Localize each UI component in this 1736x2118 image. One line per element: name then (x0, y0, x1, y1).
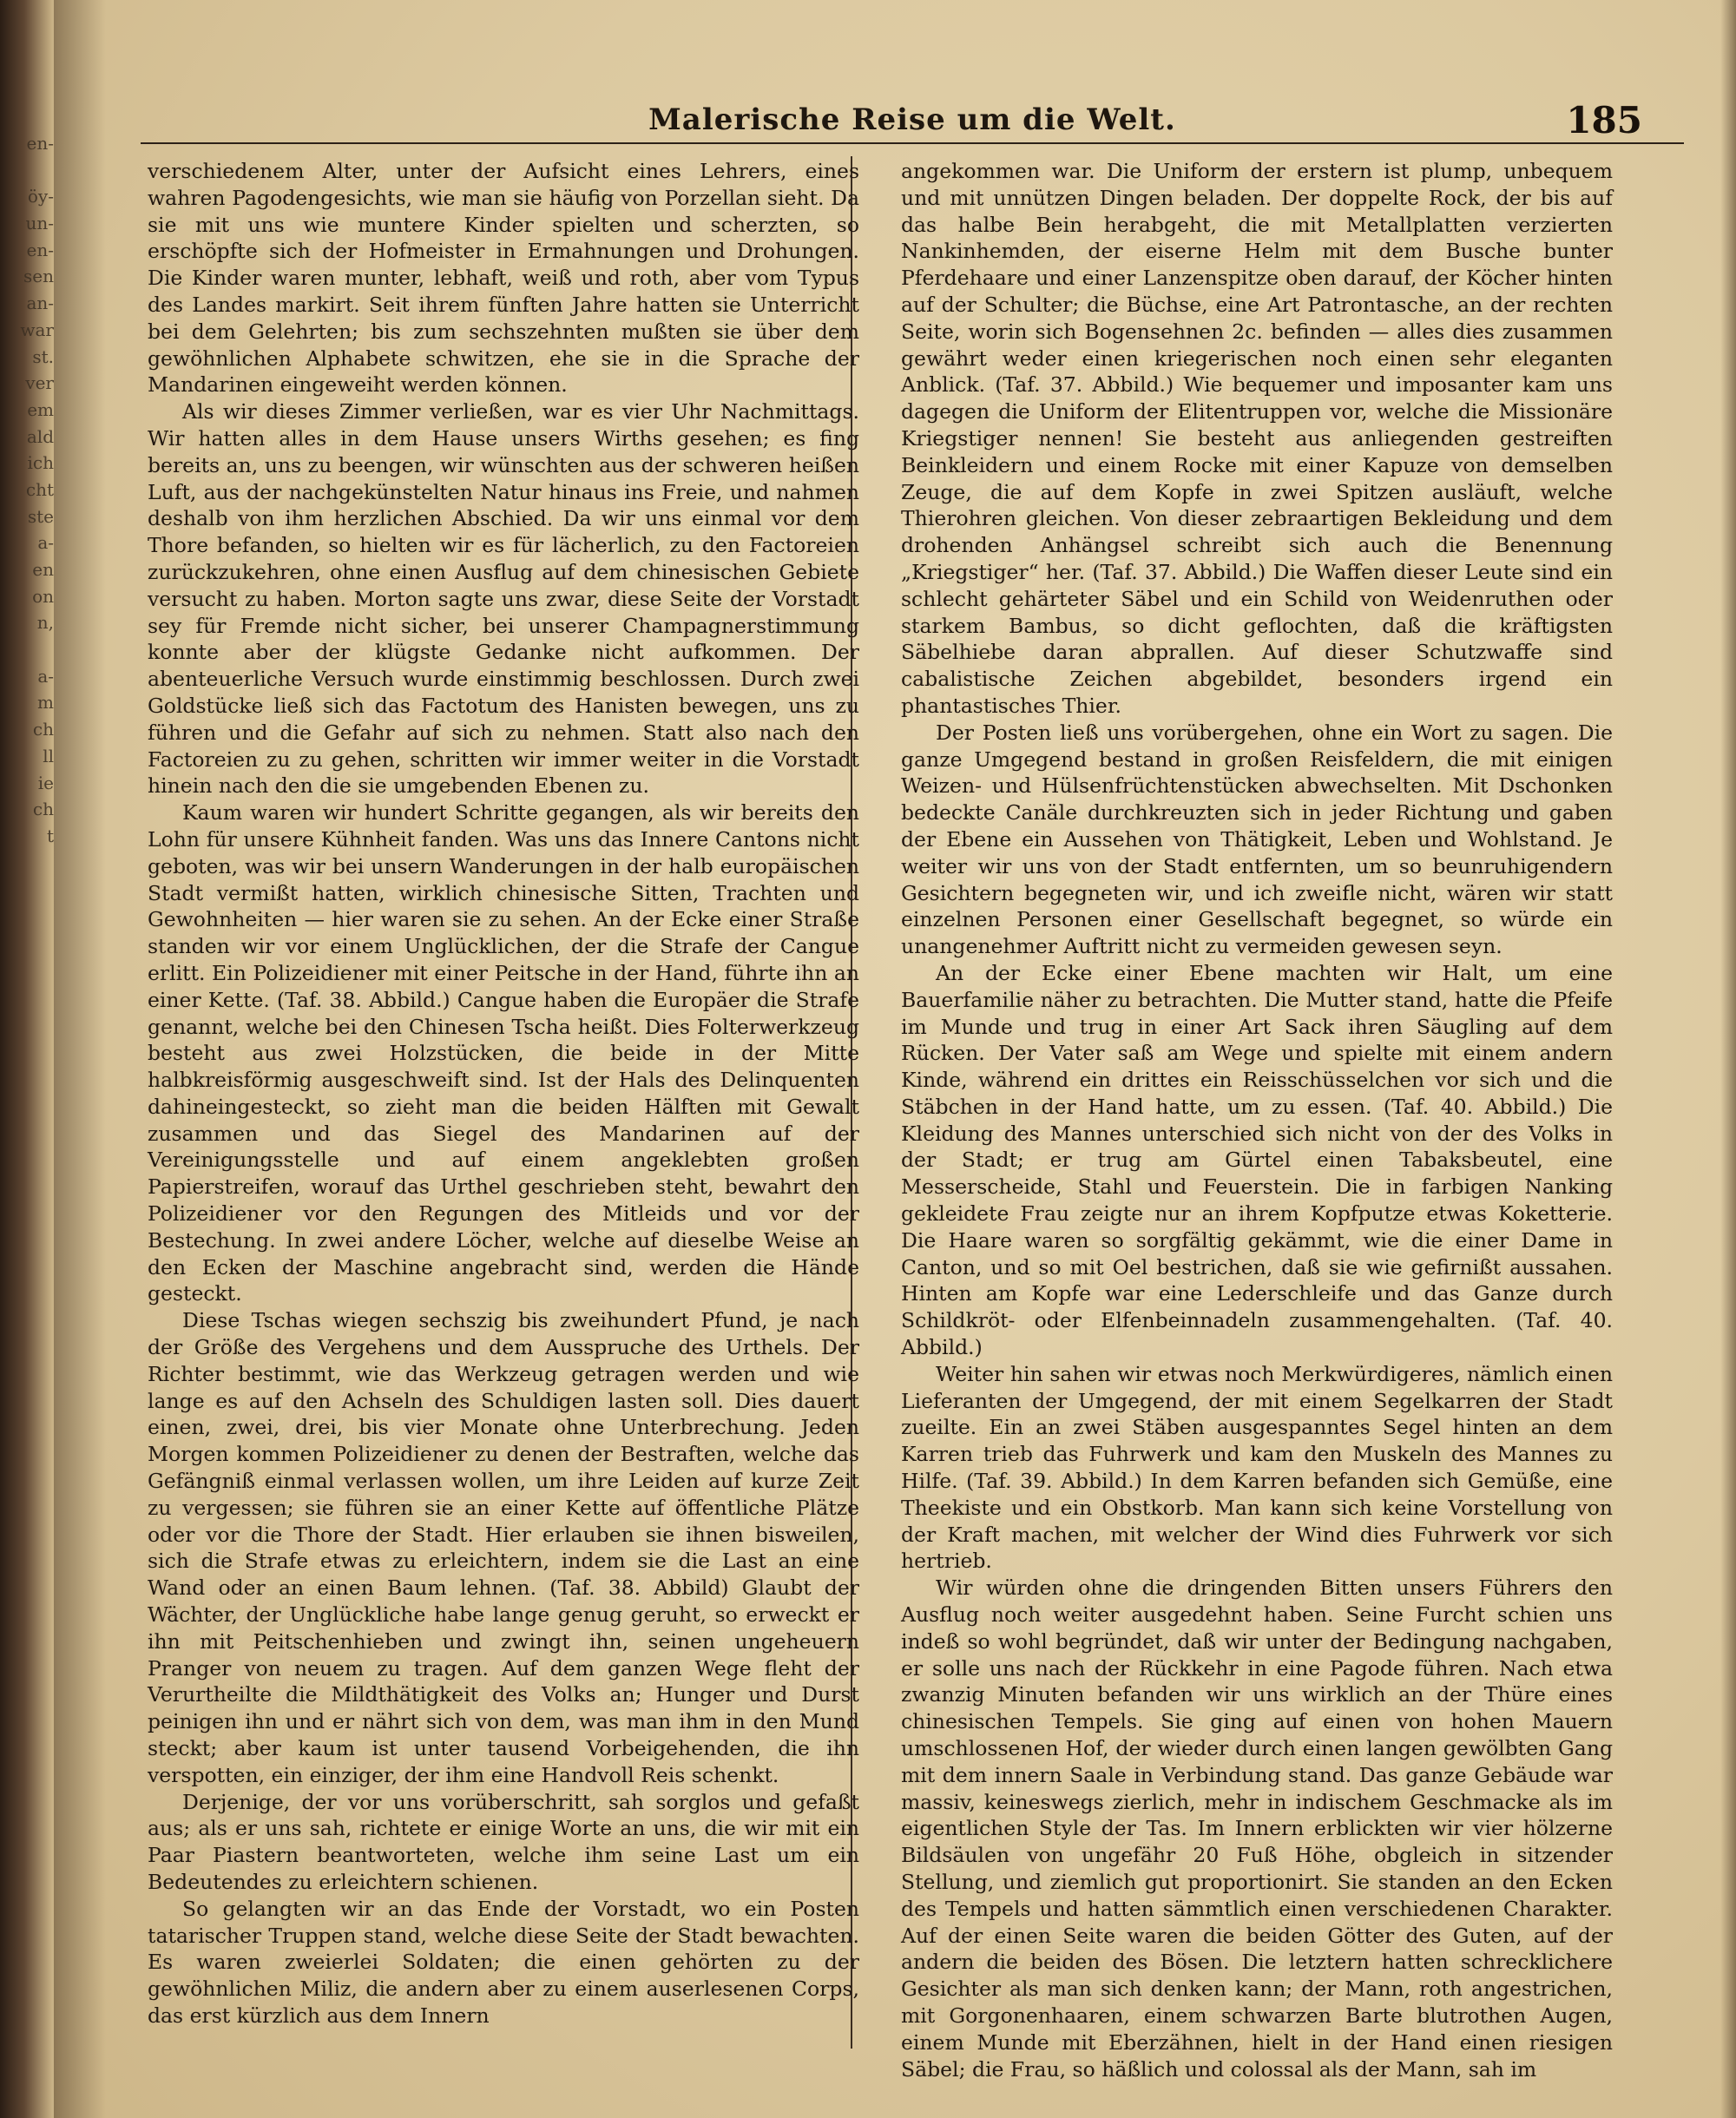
edge-fragment: a- (37, 665, 54, 687)
edge-fragment (0, 930, 54, 957)
book-page (54, 0, 1736, 2118)
edge-fragment: ch (32, 799, 54, 820)
edge-fragment: n, (36, 612, 54, 634)
edge-fragment: un- (25, 213, 54, 234)
page-edge-shadow (1720, 0, 1736, 2118)
paragraph: angekommen war. Die Uniform der erstern ist plump, unbequem und mit unnützen Dingen beladen. Der doppelte Rock, der bis auf das halbe Bein herabgeht, die mit Metallplatten verzierten Nankinhemden, der eiserne Helm mit dem Busche bunter Pferdehaare und einer Lanzenspitze oben darauf, der Köcher hinten auf der Schulter; die Büchse, eine Art Patrontasche, an der rechten Seite, worin sich Bogensehnen 2c. befinden — alles dies zusammen gewährt weder einen kriegerischen noch einen sehr eleganten Anblick. (Taf. 37. Abbild.) Wie bequemer und imposanter kam uns dagegen die Uniform der Elitentruppen vor, welche die Missionäre Kriegstiger nennen! Sie besteht aus anliegenden gestreiften Beinkleidern und einem Rocke mit einer Kapuze von demselben Zeuge, die auf dem Kopfe in zwei Spitzen ausläuft, welche Thierohren gleichen. Von dieser zebraartigen Bekleidung und dem drohenden Anhängsel schreibt sich auch die Benennung „Kriegstiger“ her. (Taf. 37. Abbild.) Die Waffen dieser Leute sind ein schlecht gehärteter Säbel und ein Schild von Weidenruthen oder starkem Bambus, so dicht geflochten, daß die kräftigsten Säbelhiebe daran abprallen. Auf dieser Schutzwaffe sind cabalistische Zeichen abgebildet, besonders irgend ein phantastisches Thier. (901, 159, 1613, 718)
paragraph: Kaum waren wir hundert Schritte gegangen, als wir bereits den Lohn für unsere Kühnheit fanden. Was uns das Innere Cantons nicht geboten, was wir bei unsern Wanderungen in der halb europäischen Stadt vermißt hatten, wirklich chinesische Sitten, Trachten und Gewohnheiten — hier waren sie zu sehen. An der Ecke einer Straße standen wir vor einem Unglücklichen, der die Strafe der Cangue erlitt. Ein Polizeidiener mit einer Peitsche in der Hand, führte ihn an einer Kette. (Taf. 38. Abbild.) Cangue haben die Europäer die Strafe genannt, welche bei den Chinesen Tscha heißt. Dies Folterwerkzeug besteht aus zwei Holzstücken, die beide in der Mitte halbkreisförmig ausgeschweift sind. Ist der Hals des Delinquenten dahineingesteckt, so zieht man die beiden Hälften mit Gewalt zusammen und das Siegel des Mandarinen auf der Vereinigungsstelle und auf einem angeklebten großen Papierstreifen, worauf das Urthel geschrieben steht, bewahrt den Polizeidiener vor den Regungen des Mitleids und vor der Bestechung. In zwei andere Löcher, welche auf dieselbe Weise an den Ecken der Maschine angebracht sind, werden die Hände gesteckt. (148, 800, 859, 1306)
edge-fragment: m (37, 692, 54, 714)
edge-fragment (0, 850, 54, 877)
left-column (148, 158, 859, 2029)
edge-fragment (0, 876, 54, 903)
edge-fragment: on (32, 585, 54, 607)
paragraph: Wir würden ohne die dringenden Bitten unsers Führers den Ausflug noch weiter ausgedehnt haben. Seine Furcht schien uns indeß so wohl begründet, daß wir unter der Bedingung nachgaben, er solle uns nach der Rückkehr in eine Pagode führen. Nach etwa zwanzig Minuten befanden wir uns wirklich an der Thüre eines chinesischen Tempels. Sie ging auf einen von hohen Mauern umschlossenen Hof, der wieder durch einen langen gewölbten Gang mit dem innern Saale in Verbindung stand. Das ganze Gebäude war massiv, keineswegs zierlich, mehr in indischem Geschmacke als im eigentlichen Style der Tas. Im Innern erblickten wir vier hölzerne Bildsäulen von ungefähr 20 Fuß Höhe, obgleich in sitzender Stellung, und ziemlich gut proportionirt. Sie standen an den Ecken des Tempels und hatten sämmtlich einen verschiedenen Charakter. Auf der einen Seite waren die beiden Götter des Guten, auf der andern die beiden des Bösen. Die letztern hatten schrecklichere Gesichter als man sich denken kann; der Mann, roth angestrichen, mit Gorgonenhaaren, einem schwarzen Barte blutrothen Augen, einem Munde mit Eberzähnen, hielt in der Hand einen riesigen Säbel; die Frau, so häßlich und colossal als der Mann, sah im (901, 1575, 1613, 2082)
edge-fragment: en- (26, 239, 54, 260)
page-number: 185 (1566, 99, 1642, 141)
edge-fragment (0, 1036, 54, 1062)
right-column (901, 158, 1613, 2082)
edge-fragment: ll (43, 745, 54, 766)
edge-fragment (0, 157, 54, 184)
edge-fragment: ie (37, 772, 54, 793)
paragraph: verschiedenem Alter, unter der Aufsicht eines Lehrers, eines wahren Pagodengesichts, wie man sie häufig von Porzellan sieht. Da sie mit uns wie muntere Kinder spielten und scherzten, so erschöpfte sich der Hofmeister in Ermahnungen und Drohungen. Die Kinder waren munter, lebhaft, weiß und roth, aber vom Typus des Landes markirt. Seit ihrem fünften Jahre hatten sie Unterricht bei dem Gelehrten; bis zum sechszehnten mußten sie über dem gewöhnlichen Alphabete schwitzen, ehe sie in die Sprache der Mandarinen eingeweiht werden können. (148, 159, 859, 398)
edge-fragment: a- (37, 532, 54, 554)
gutter-shadow (54, 0, 106, 2118)
paragraph: Diese Tschas wiegen sechszig bis zweihundert Pfund, je nach der Größe des Vergehens und dem Ausspruche des Urthels. Der Richter bestimmt, wie das Werkzeug getragen werden und wie lange es auf den Achseln des Schuldigen lasten soll. Dies dauert einen, zwei, drei, bis vier Monate ohne Unterbrechung. Jeden Morgen kommen Polizeidiener zu denen der Bestraften, welche das Gefängniß einmal verlassen wollen, um ihre Leiden auf kurze Zeit zu vergessen; sie führen sie an einer Kette auf öffentliche Plätze oder vor die Thore der Stadt. Hier erlauben sie ihnen bisweilen, sich die Strafe etwas zu erleichtern, indem sie die Last an eine Wand oder an einen Baum lehnen. (Taf. 38. Abbild) Glaubt der Wächter, der Unglückliche habe lange genug geruht, so erweckt er ihn mit Peitschenhieben und zwingt ihn, seinen ungeheuern Pranger von neuem zu tragen. Auf dem ganzen Wege fleht der Verurtheilte die Mildthätigkeit des Volks an; Hunger und Durst peinigen ihn und er nährt sich von dem, was man ihm in den Mund steckt; aber kaum ist unter tausend Vorbeigehenden, die ihn verspotten, ein einziger, der ihm eine Handvoll Reis schenkt. (148, 1308, 859, 1787)
paragraph: So gelangten wir an das Ende der Vorstadt, wo ein Posten tatarischer Truppen stand, welche diese Seite der Stadt bewachten. Es waren zweierlei Soldaten; die einen gehörten zu der gewöhnlichen Miliz, die andern aber zu einem auserlesenen Corps, das erst kürzlich aus dem Innern (148, 1896, 859, 2028)
edge-fragment (0, 983, 54, 1010)
edge-fragment: cht (25, 478, 54, 500)
edge-fragment: t (46, 825, 54, 846)
edge-fragment: sen (23, 266, 54, 287)
paragraph: Weiter hin sahen wir etwas noch Merkwürdigeres, nämlich einen Lieferanten der Umgegend, der mit einem Segelkarren der Stadt zueilte. Ein an zwei Stäben ausgespanntes Segel hinten an dem Karren trieb das Fuhrwerk und kam den Muskeln des Mannes zu Hilfe. (Taf. 39. Abbild.) In dem Karren befanden sich Gemüße, eine Theekiste und ein Obstkorb. Man kann sich keine Vorstellung von der Kraft machen, mit welcher der Wind dies Fuhrwerk vor sich hertrieb. (901, 1361, 1613, 1574)
paragraph: An der Ecke einer Ebene machten wir Halt, um eine Bauerfamilie näher zu betrachten. Die Mutter stand, hatte die Pfeife im Munde und trug in einer Art Sack ihren Säugling auf dem Rücken. Der Vater saß am Wege und spielte mit einem andern Kinde, während ein drittes ein Reisschüsselchen vor sich und die Stäbchen in der Hand hatte, um zu essen. (Taf. 40. Abbild.) Die Kleidung des Mannes unterschied sich nicht von der des Volks in der Stadt; er trug am Gürtel einen Tabaksbeutel, eine Messerscheide, Stahl und Feuerstein. Die in farbigen Nanking gekleidete Frau zeigte nur an ihrem Kopfputze etwas Koketterie. Die Haare waren so sorgfältig gekämmt, wie die einer Dame in Canton, und so mit Oel bestrichen, daß sie wie gefirnißt aussahen. Hinten am Kopfe war eine Lederschleife und das Ganze durch Schildkröt- oder Elfenbeinnadeln zusammengehalten. (Taf. 40. Abbild.) (901, 960, 1613, 1360)
paragraph: Derjenige, der vor uns vorüberschritt, sah sorglos und gefaßt aus; als er uns sah, richtete er einige Worte an uns, die wir mit ein Paar Piastern beantworteten, welche ihm seine Last um ein Bedeutendes zu erleichtern schienen. (148, 1789, 859, 1894)
paragraph: Der Posten ließ uns vorübergehen, ohne ein Wort zu sagen. Die ganze Umgegend bestand in großen Reisfeldern, die mit einigen Weizen- und Hülsenfrüchtenstücken abwechselten. Mit Dschonken bedeckte Canäle durchkreuzten sich in jeder Richtung und gaben der Ebene ein Aussehen von Thätigkeit, Leben und Wohlstand. Je weiter wir uns von der Stadt entfernten, um so beunruhigendern Gesichtern begegneten wir, und ich zweifle nicht, wären wir statt einzelnen Personen einer Gesellschaft begegnet, so würde ein unangenehmer Auftritt nicht zu vermeiden gewesen seyn. (901, 720, 1613, 959)
edge-fragment: war (20, 319, 54, 340)
edge-fragment: ald (26, 425, 54, 447)
edge-fragment: em (27, 398, 54, 420)
edge-fragment: ver (25, 372, 54, 394)
edge-fragment: en (32, 559, 54, 580)
paragraph: Als wir dieses Zimmer verließen, war es vier Uhr Nachmittags. Wir hatten alles in dem Hause unsers Wirths gesehen; es fing bereits an, uns zu beengen, wir wünschten aus der schweren heißen Luft, aus der nachgekünstelten Natur hinaus ins Freie, und nahmen deshalb von ihm herzlichen Abschied. Da wir uns einmal vor dem Thore befanden, so hielten wir es für lächerlich, zu den Factoreien zurückzukehren, ohne einen Ausflug auf dem chinesischen Gebiete versucht zu haben. Morton sagte uns zwar, diese Seite der Vorstadt sey für Fremde nicht sicher, bei unserer Champagnerstimmung konnte aber der klügste Gedanke nicht aufkommen. Der abenteuerliche Versuch wurde einstimmig beschlossen. Durch zwei Goldstücke ließ sich das Factotum des Hanisten bewegen, uns zu führen und die Gefahr auf sich zu nehmen. Statt also nach den Factoreien zu zu gehen, schritten wir immer weiter in die Vorstadt hinein nach den die sie umgebenden Ebenen zu. (148, 399, 859, 799)
edge-fragment: ch (32, 719, 54, 740)
edge-fragment: ich (27, 452, 54, 474)
edge-fragment: ste (27, 505, 54, 527)
edge-fragment: st. (32, 345, 54, 367)
running-title: Malerische Reise um die Welt. (648, 102, 1176, 137)
edge-fragment (0, 956, 54, 983)
running-header (141, 97, 1684, 144)
edge-fragment (0, 1010, 54, 1036)
edge-fragment: an- (26, 293, 54, 314)
edge-fragment: öy- (27, 186, 54, 207)
edge-fragment (0, 903, 54, 930)
edge-fragment (0, 636, 54, 663)
previous-page-edge (0, 130, 54, 1953)
edge-fragment: en- (26, 133, 54, 154)
